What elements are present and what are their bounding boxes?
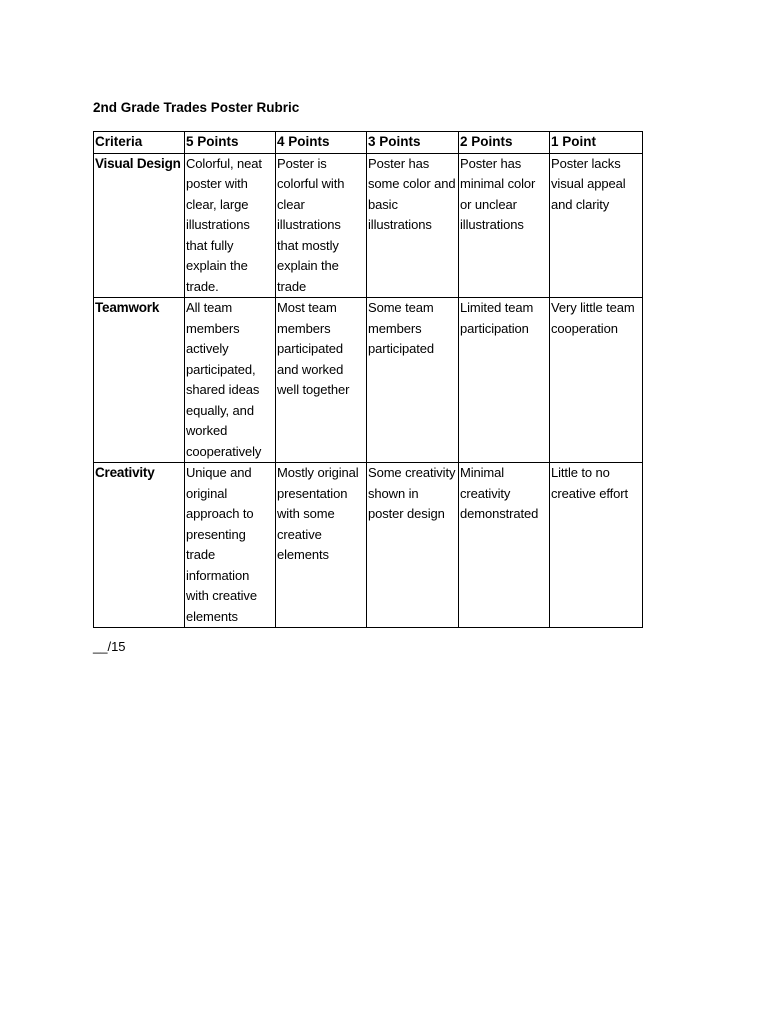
cell-visual-design-2: Poster has minimal color or unclear illustrations xyxy=(459,153,550,298)
cell-visual-design-1: Poster lacks visual appeal and clarity xyxy=(550,153,643,298)
rubric-table xyxy=(93,131,643,628)
table-row xyxy=(94,298,643,463)
cell-creativity-3: Some creativity shown in poster design xyxy=(367,463,459,628)
criteria-teamwork: Teamwork xyxy=(94,298,185,463)
header-1-point: 1 Point xyxy=(550,132,643,154)
criteria-creativity: Creativity xyxy=(94,463,185,628)
cell-teamwork-3: Some team members participated xyxy=(367,298,459,463)
cell-teamwork-4: Most team members participated and worked well together xyxy=(276,298,367,463)
document-title: 2nd Grade Trades Poster Rubric xyxy=(93,100,300,115)
cell-creativity-4: Mostly original presentation with some creative elements xyxy=(276,463,367,628)
cell-creativity-1: Little to no creative effort xyxy=(550,463,643,628)
cell-teamwork-5: All team members actively participated, shared ideas equally, and worked cooperatively xyxy=(185,298,276,463)
header-2-points: 2 Points xyxy=(459,132,550,154)
cell-visual-design-5: Colorful, neat poster with clear, large illustrations that fully explain the trade. xyxy=(185,153,276,298)
cell-creativity-5: Unique and original approach to presenting trade information with creative elements xyxy=(185,463,276,628)
cell-visual-design-3: Poster has some color and basic illustrations xyxy=(367,153,459,298)
header-criteria: Criteria xyxy=(94,132,185,154)
cell-visual-design-4: Poster is colorful with clear illustrations that mostly explain the trade xyxy=(276,153,367,298)
table-row xyxy=(94,463,643,628)
cell-teamwork-1: Very little team cooperation xyxy=(550,298,643,463)
cell-creativity-2: Minimal creativity demonstrated xyxy=(459,463,550,628)
cell-teamwork-2: Limited team participation xyxy=(459,298,550,463)
header-3-points: 3 Points xyxy=(367,132,459,154)
header-4-points: 4 Points xyxy=(276,132,367,154)
score-line: __/15 xyxy=(93,639,126,654)
header-5-points: 5 Points xyxy=(185,132,276,154)
criteria-visual-design: Visual Design xyxy=(94,153,185,298)
rubric-header-row xyxy=(94,132,643,154)
table-row xyxy=(94,153,643,298)
